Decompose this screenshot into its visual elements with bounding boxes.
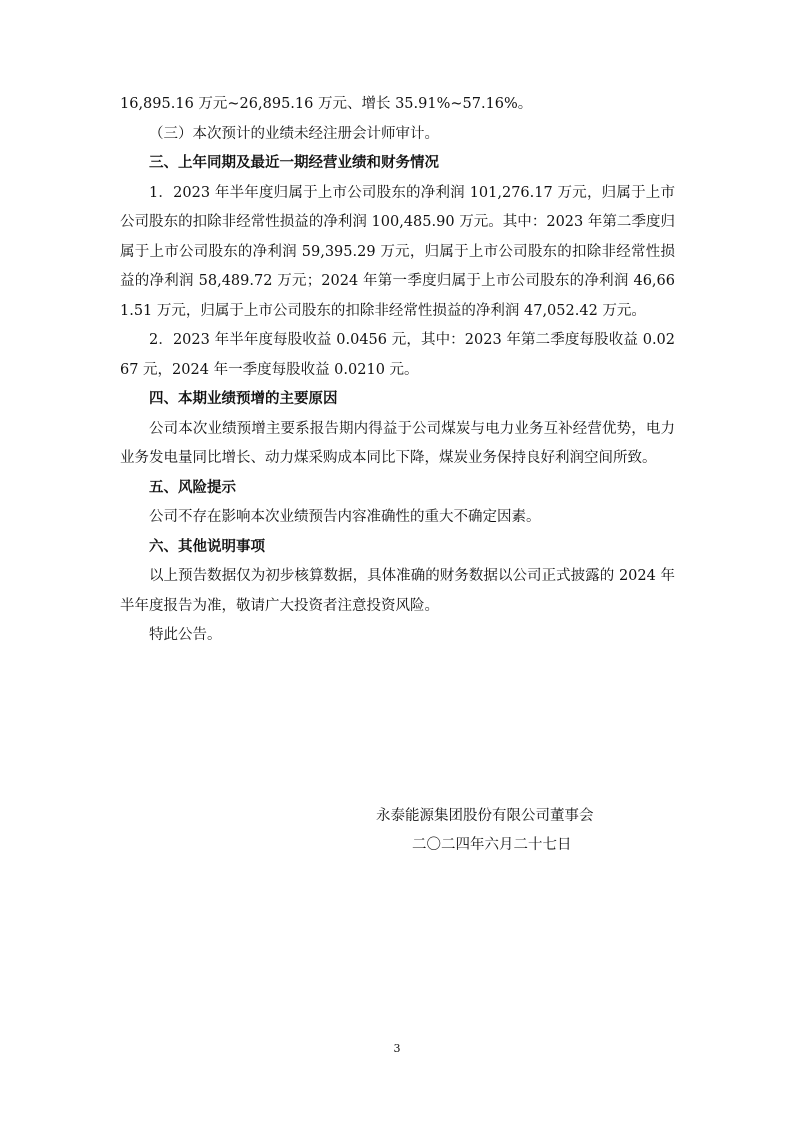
paragraph-risk: 公司不存在影响本次业绩预告内容准确性的重大不确定因素。	[149, 509, 541, 525]
section-heading-reasons: 四、本期业绩预增的主要原因	[149, 391, 338, 407]
signature-company: 永泰能源集团股份有限公司董事会	[376, 808, 594, 824]
signature-date: 二〇二四年六月二十七日	[412, 837, 572, 853]
paragraph-eps: 2．2023 年半年度每股收益 0.0456 元，其中：2023 年第二季度每股收益 0.0267 元，2024 年一季度每股收益 0.0210 元。	[120, 332, 675, 378]
page-number: 3	[393, 1042, 401, 1055]
paragraph-closing: 特此公告。	[149, 627, 222, 643]
section-heading-prior-period: 三、上年同期及最近一期经营业绩和财务情况	[149, 155, 439, 171]
section-heading-risk: 五、风险提示	[149, 479, 236, 496]
paragraph-net-profit: 1．2023 年半年度归属于上市公司股东的净利润 101,276.17 万元，归属于上市公司股东的扣除非经常性损益的净利润 100,485.90 万元。其中：2023 年第二季度归属于上市公司股东的净利润 59,395.29 万元，归属于上市公司股东的扣除非经常性损益的净利润 58,489.72 万元；2024 年第一季度归属于上市公司股东的净利润 46,661.51 万元，归属于上市公司股东的扣除非经常性损益的净利润 47,052.42 万元。	[120, 184, 675, 319]
document-body	[120, 90, 675, 651]
paragraph-audit-note: （三）本次预计的业绩未经注册会计师审计。	[149, 125, 439, 142]
section-heading-other: 六、其他说明事项	[149, 538, 265, 555]
paragraph-reasons: 公司本次业绩预增主要系报告期内得益于公司煤炭与电力业务互补经营优势，电力业务发电量同比增长、动力煤采购成本同比下降，煤炭业务保持良好利润空间所致。	[120, 420, 675, 466]
paragraph-other: 以上预告数据仅为初步核算数据，具体准确的财务数据以公司正式披露的 2024 年半年度报告为准，敬请广大投资者注意投资风险。	[120, 568, 675, 614]
paragraph-forecast-range: 16,895.16 万元~26,895.16 万元、增长 35.91%~57.16%。	[120, 96, 533, 112]
